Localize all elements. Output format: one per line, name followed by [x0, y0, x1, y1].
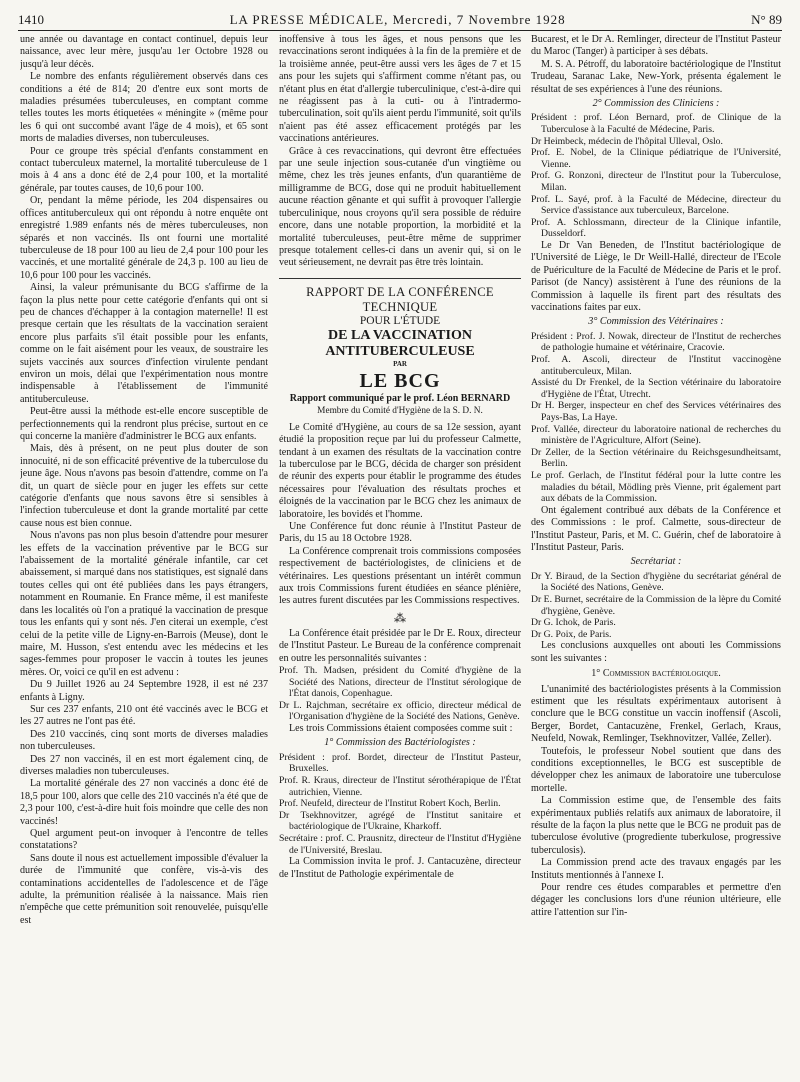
- member-entry: Dr Heimbeck, médecin de l'hôpital Ulleval, Oslo.: [531, 135, 723, 147]
- report-title-line-2: POUR L'ÉTUDE: [359, 314, 441, 327]
- report-title-bcg: LE BCG: [359, 369, 441, 392]
- paragraph: Bucarest, et le Dr A. Remlinger, directeur de l'Institut Pasteur du Maroc (Tanger) à participer à ses débats.: [531, 34, 781, 58]
- member-entry: Dr L. Rajchman, secrétaire ex officio, directeur médical de l'Organisation d'hygiène de la Société des Nations, Genève.: [279, 699, 521, 723]
- commission-3-heading: 3° Commission des Vétérinaires :: [588, 316, 724, 328]
- column-2: [279, 34, 521, 1078]
- member-entry: Prof. Th. Madsen, président du Comité d'hygiène de la Société des Nations, directeur de l'Institut sérologique de l'État danois, Copenhague.: [279, 665, 521, 700]
- conclusion-1-heading: 1° Commission bactériologique.: [591, 668, 721, 680]
- member-entry: Dr E. Burnet, secrétaire de la Commission de la lèpre du Comité d'hygiène, Genève.: [531, 593, 781, 617]
- paragraph: L'unanimité des bactériologistes présents à la Commission estiment que les résultats expérimentaux autorisent à conclure que le BCG constitue un vaccin inoffensif (Ascoli, Berger, Bordet, Cantacuzène, Frenkel, Gerlach, Kraus, Neufeld, Nowak, Remlinger, Tsekhnovitzer, Vallée, Zeller).: [531, 683, 781, 745]
- paragraph: Grâce à ces revaccinations, qui devront être effectuées par une seule injection sous-cutanée d'un vingtième ou même, chez les très jeunes enfants, d'un quarantième de milligramme de BCG, dose qui ne produit habituellement aucune réaction gênante et qui suffit à provoquer l'allergie tuberculinique, nous croyons qu'il sera possible de réduire encore, dans une notable proportion, la morbidité et la mortalité tuberculeuses, peut-être même de supprimer presque totalement celles-ci dans un avenir qui, si on le veut sérieusement, ne devrait pas être très lointain.: [279, 145, 521, 269]
- member-entry: Prof. E. Nobel, de la Clinique pédiatrique de l'Université, Vienne.: [531, 147, 781, 170]
- paragraph: Les conclusions auxquelles ont abouti les Commissions sont les suivantes :: [531, 640, 781, 664]
- report-title-line-1: RAPPORT DE LA CONFÉRENCE TECHNIQUE: [306, 284, 494, 314]
- paragraph: La Conférence était présidée par le Dr E. Roux, directeur de l'Institut Pasteur. Le Bureau de la conférence comprenait en outre les personnalités suivantes :: [279, 627, 521, 664]
- member-entry: Prof. A. Schlossmann, directeur de la Clinique infantile, Dusseldorf.: [531, 216, 781, 240]
- paragraph: La Conférence comprenait trois commissions composées respectivement de bactériologistes, de cliniciens et de vétérinaires. Les questions présentant un intérêt commun aux trois Commissions furent étudiées en séance plénière, les autres furent discutées par les Commissions respectives.: [279, 545, 521, 607]
- paragraph: La Commission estime que, de l'ensemble des faits expérimentaux publiés relatifs aux animaux de laboratoire, il résulte de la façon la plus nette que le BCG ne produit pas de tuberculose évolutive (progrediente tuberkulose, progressive tuberculosis).: [531, 795, 781, 856]
- paragraph: Toutefois, le professeur Nobel soutient que dans des conditions exceptionnelles, le BCG est susceptible de développer chez les animaux de laboratoire une tuberculose mortelle.: [531, 745, 781, 794]
- issue-number: N° 89: [751, 12, 782, 27]
- paragraph: Mais, dès à présent, on ne peut plus douter de son innocuité, ni de son efficacité préventive de la tuberculose du jeune âge. Nous n'avons pas besoin d'attendre, comme on l'a dit, un quart de siècle pour en juger les effets sur cette catégorie d'enfants que nous savons être si sensibles à l'infection tuberculeuse et dont la grande mortalité par cette cause nous est bien connue.: [20, 443, 268, 529]
- member-entry: Prof. A. Ascoli, directeur de l'Institut vaccinogène antituberculeux, Milan.: [531, 354, 781, 377]
- paragraph: Pour rendre ces études comparables et permettre d'en dégager les conclusions lors d'une réunion ultérieure, elle attire l'attention sur l'in-: [531, 882, 781, 918]
- page-header: [18, 6, 782, 31]
- member-entry: Président : prof. Bordet, directeur de l'Institut Pasteur, Bruxelles.: [279, 751, 521, 775]
- paragraph: Des 27 non vaccinés, il en est mort également cinq, de diverses maladies non tuberculeuses.: [20, 753, 268, 777]
- paragraph: Une Conférence fut donc réunie à l'Institut Pasteur de Paris, du 15 au 18 Octobre 1928.: [279, 520, 521, 545]
- member-entry: Prof. R. Kraus, directeur de l'Institut sérothérapique de l'État autrichien, Vienne.: [279, 775, 521, 798]
- paragraph: Ont également contribué aux débats de la Conférence et des Commissions : le prof. Calmette, sous-directeur de l'Institut Pasteur, Paris, et M. C. Guérin, chef de laboratoire à l'Institut Pasteur, Paris.: [531, 504, 781, 553]
- member-entry: Assisté du Dr Frenkel, de la Section vétérinaire du laboratoire d'Hygiène de l'État, Utrecht.: [531, 377, 781, 400]
- paragraph: Pour ce groupe très spécial d'enfants constamment en contact tuberculeux maternel, la mortalité tuberculeuse de 1 mois à 4 ans a donc été de 2,4 pour 100, et la mortalité générale, par toutes causes, de 10,6 pour 100.: [20, 145, 268, 194]
- report-title-par: PAR: [393, 359, 407, 368]
- paragraph: La Commission prend acte des travaux engagés par les Instituts mentionnés à l'annexe I.: [531, 857, 781, 881]
- report-author-role: Membre du Comité d'Hygiène de la S. D. N.: [317, 405, 483, 416]
- commission-1-heading: 1° Commission des Bactériologistes :: [324, 737, 476, 749]
- member-entry: Dr Tsekhnovitzer, agrégé de l'Institut sanitaire et bactériologique de l'Ukraine, Kharkoff.: [279, 809, 521, 833]
- journal-title: LA PRESSE MÉDICALE, Mercredi, 7 Novembre 1928: [229, 12, 566, 27]
- paragraph: Nous n'avons pas non plus besoin d'attendre pour mesurer les effets de la vaccination préventive par le BCG sur l'abaissement de la mortalité générale infantile, car cet abaissement, si marqué dans nos statistiques, est signalé dans toutes celles qui ont été publiées dans les pays étrangers, notamment en Roumanie. En France même, il est manifeste dans les localités où l'on a pratiqué la vaccination de presque tous les enfants qui y sont nés. J'en citerai un exemple, c'est celui de la petite ville de Ligny-en-Barrois (Meuse), dont le maire, M. Husson, s'est entendu avec les médecins et les sages-femmes pour proposer le vaccin à toutes les jeunes mères. Or, voici ce qu'il en est advenu :: [20, 530, 268, 678]
- member-entry: Prof. G. Ronzoni, directeur de l'Institut pour la Tuberculose, Milan.: [531, 170, 781, 193]
- paragraph: Ainsi, la valeur prémunisante du BCG s'affirme de la façon la plus nette pour cette catégorie d'enfants qui ont si peu de chances d'échapper à la contagion maternelle! Il est presque certain que les résultats de la vaccination seraient encore plus parfaits s'il était possible pour les enfants, comme on le fait aisément pour les veaux, de soustraire les sujets vaccinés aux sources d'infection virulente pendant environ un mois, délai que l'expérimentation nous montre indispensable à l'établissement de l'immunité antituberculeuse.: [20, 282, 268, 405]
- column-1: [20, 34, 268, 1078]
- member-entry: Prof. Neufeld, directeur de l'Institut Robert Koch, Berlin.: [279, 798, 501, 810]
- paragraph: La Commission invita le prof. J. Cantacuzène, directeur de l'Institut de Pathologie expérimentale de: [279, 856, 521, 880]
- paragraph: Quel argument peut-on invoquer à l'encontre de telles constatations?: [20, 828, 268, 852]
- paragraph: inoffensive à tous les âges, et nous pensons que les revaccinations seront indiquées à la fin de la première et de la troisième année, peut-être aussi vers les âges de 7 et 15 ans pour les sujets qui s'affirment comme n'étant pas, ou n'étant plus en état d'allergie tuberculinique, c'est-à-dire qui ne réagissent pas à la cuti- ou à l'intradermo-tuberculination, soit qu'ils aient perdu l'immunité, soit qu'ils n'aient pas été assez efficacement protégés par les vaccinations antérieures.: [279, 34, 521, 145]
- member-entry: Dr G. Poix, de Paris.: [531, 628, 612, 640]
- member-entry: Secrétaire : prof. C. Prausnitz, directeur de l'Institut d'Hygiène de l'Université, Breslau.: [279, 832, 521, 856]
- page-number: 1410: [18, 12, 44, 27]
- paragraph: Le nombre des enfants régulièrement observés dans ces conditions a été de 814; 20 d'entre eux sont morts de maladies présumées tuberculeuses, en comptant comme telles toutes les morts étiquetées « méningite » (même pour les 6 qui ont succombé avant l'âge de 4 mois), et 65 sont morts de maladies diverses, non tuberculeuses.: [20, 71, 268, 145]
- member-entry: Prof. L. Sayé, prof. à la Faculté de Médecine, directeur du Service d'assistance aux tuberculeux, Barcelone.: [531, 193, 781, 217]
- paragraph: La mortalité générale des 27 non vaccinés a donc été de 18,5 pour 100, alors que celle des 210 vaccinés n'a été que de 2,3 pour 100, c'est-à-dire huit fois moindre que celle des non vaccinés!: [20, 778, 268, 827]
- paragraph: Le Comité d'Hygiène, au cours de sa 12e session, ayant étudié la proposition reçue par lui du professeur Calmette, tendant à un examen des résultats de la vaccination contre la tuberculose par le BCG, décida de charger son président de réunir des experts pour établir le programme des études nécessaires pour l'évaluation des résultats proches et éloignés de la vaccination par le BCG chez les animaux de laboratoire, les bovidés et l'homme.: [279, 421, 521, 520]
- column-3: [531, 34, 781, 1078]
- member-entry: Dr Y. Biraud, de la Section d'hygiène du secrétariat général de la Société des Nations, Genève.: [531, 570, 781, 594]
- paragraph: Sur ces 237 enfants, 210 ont été vaccinés avec le BCG et les 27 autres ne l'ont pas été.: [20, 703, 268, 728]
- paragraph: Du 9 Juillet 1926 au 24 Septembre 1928, il est né 237 enfants à Ligny.: [20, 679, 268, 703]
- paragraph: Des 210 vaccinés, cinq sont morts de diverses maladies non tuberculeuses.: [20, 728, 268, 753]
- section-divider: [279, 278, 521, 279]
- paragraph: Or, pendant la même période, les 204 dispensaires ou offices antituberculeux qui ont répondu à notre enquête ont enregistré 1.989 enfants nés de mères tuberculeuses, non séparés et non vaccinés. Ils ont fourni une mortalité tuberculeuse de 18 pour 100 au lieu de 2,4 pour 100 pour les vaccinés, et une mortalité générale de 24,3 p. 100 au lieu de 10,6 pour 100 pour les vaccinés.: [20, 195, 268, 281]
- member-entry: Président : prof. Léon Bernard, prof. de Clinique de la Tuberculose à la Faculté de Médecine, Paris.: [531, 112, 781, 136]
- report-author: Rapport communiqué par le prof. Léon BERNARD: [289, 392, 511, 404]
- paragraph: Sans doute il nous est actuellement impossible d'évaluer la durée de l'immunité que confère, vis-à-vis des contaminations accidentelles de l'adolescence et de l'âge adulte, la prémunition réalisée à la naissance. Mais rien n'empêche que cette prémunition soit renouvelée, puisqu'elle est: [20, 852, 268, 926]
- member-entry: Le prof. Gerlach, de l'Institut fédéral pour la lutte contre les maladies du bétail, Mödling près Vienne, prit également part aux débats de la Commission.: [531, 469, 781, 505]
- paragraph: Les trois Commissions étaient composées comme suit :: [289, 723, 513, 734]
- paragraph: une année ou davantage en contact continuel, depuis leur naissance, avec leur mère, jusqu'au 1er Octobre 1928 ou jusqu'à leur décès.: [20, 34, 268, 70]
- asterism: ⁂: [394, 610, 406, 625]
- member-entry: Prof. Vallée, directeur du laboratoire national de recherches du ministère de l'Agriculture, Alfort (Seine).: [531, 423, 781, 447]
- member-entry: Dr Zeller, de la Section vétérinaire du Reichsgesundheitsamt, Berlin.: [531, 446, 781, 470]
- member-entry: Président : Prof. J. Nowak, directeur de l'Institut de recherches de pathologie humaine et vétérinaire, Cracovie.: [531, 330, 781, 354]
- secretariat-heading: Secrétariat :: [630, 556, 682, 568]
- paragraph: M. S. A. Pétroff, du laboratoire bactériologique de l'Institut Trudeau, Saranac Lake, New-York, présenta également le résultat de ses expériences à l'une des réunions.: [531, 58, 781, 95]
- member-entry: Dr H. Berger, inspecteur en chef des Services vétérinaires des Pays-Bas, La Haye.: [531, 400, 781, 423]
- paragraph: Peut-être aussi la méthode est-elle encore susceptible de perfectionnements qui la rendront plus précise, surtout en ce qui concerne la manière d'administrer le BCG aux enfants.: [20, 406, 268, 442]
- report-title-line-3: DE LA VACCINATION ANTITUBERCULEUSE: [325, 327, 475, 359]
- member-entry: Dr G. Ichok, de Paris.: [531, 617, 616, 629]
- commission-2-heading: 2° Commission des Cliniciens :: [592, 98, 720, 110]
- paragraph: Le Dr Van Beneden, de l'Institut bactériologique de l'Université de Liège, le Dr Weill-Hallé, directeur de l'Ecole de Puériculture de la Faculté de Médecine de Paris et le prof. Parisot (de Nancy) assistèrent à l'une des réunions de la Commission à laquelle ils firent part des résultats des vaccinations faites par eux.: [531, 239, 781, 313]
